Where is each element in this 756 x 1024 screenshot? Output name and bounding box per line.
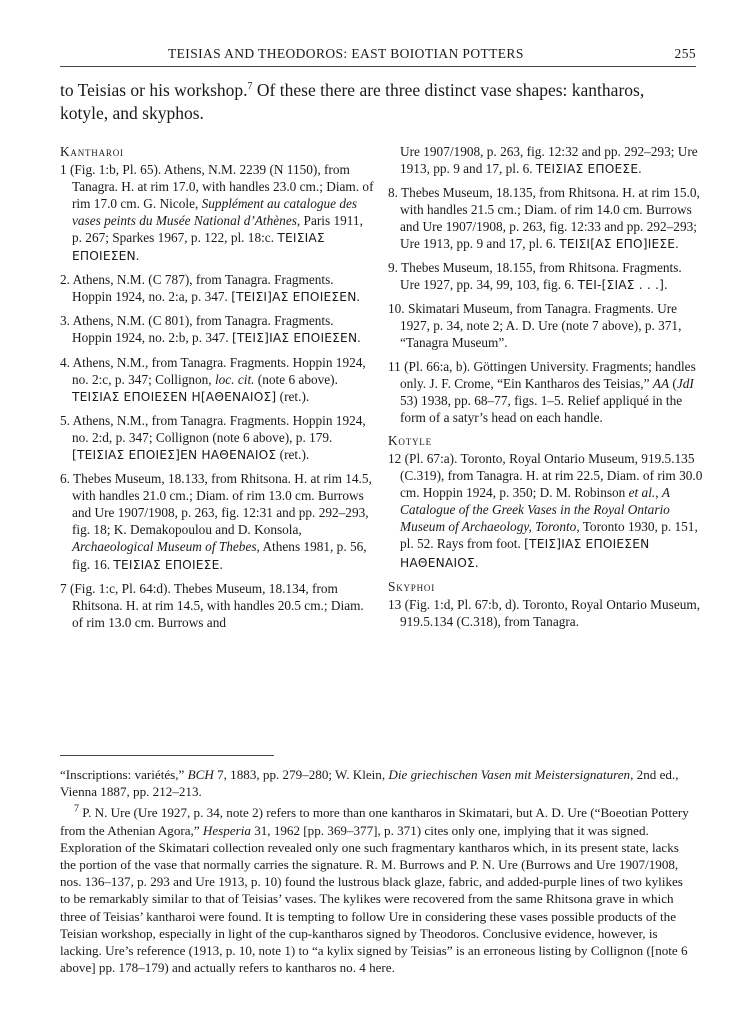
intro-text-2: Of these there are three distinct vase shapes: kantharos, kotyle, and skyphos. xyxy=(60,80,645,123)
entry-italic: AA xyxy=(652,375,670,391)
greek-inscription: ΤΕΙΣΙΑΣ ΕΠΟΙΕΣΕΝ xyxy=(72,230,325,264)
running-title: TEISIAS AND THEODOROS: EAST BOIOTIAN POTTERS xyxy=(168,46,524,61)
entry-text: 1 (Fig. 1:b, Pl. 65). Athens, N.M. 2239 (N 1150), from Tanagra. H. at rim 17.0, with handles 23.0 cm.; Diam. of rim 17.0 cm. G. Nicole, xyxy=(60,161,374,211)
page xyxy=(60,44,703,976)
catalogue-entry-3 xyxy=(60,312,376,347)
footnote-ref-7[interactable]: 7 xyxy=(247,81,253,93)
left-column xyxy=(60,143,376,637)
running-header xyxy=(60,44,696,67)
entry-text: 53) 1938, pp. 68–77, figs. 1–5. Relief appliqué in the form of a satyr’s head on each handle. xyxy=(400,392,683,425)
entry-text: 7 (Fig. 1:c, Pl. 64:d). Thebes Museum, 18.134, from Rhitsona. H. at rim 14.5, with handles 20.5 cm.; Diam. of rim 13.0 cm. Burrows and xyxy=(60,580,364,630)
footnote-text: 31, 1962 [pp. 369–377], p. 371) cites only one, implying that it was signed. Exploration of the Skimatari collection revealed only one such fragmentary kantharos which, in its present state, lacks the portion of the vase that normally carries the signature. R. M. Burrows and P. N. Ure (Burrows and Ure 1907/1908, nos. 136–137, p. 293 and Ure 1913, p. 10) found the lustrous black glaze, fabric, and added-purple lines of two kylikes to be remarkably similar to that of Teisias’ vases. The kylikes were recovered from the same Rhitsona grave in which three of Teisias’ kantharoi were found. It is tempting to follow Ure in considering these vases possible products of the Teisian workshop, especially in light of the cup-kantharos signed by Theodoros. Conclusive evidence, however, is lacking. Ure’s reference (1913, p. 10, note 1) to “a kylix signed by Teisias” is an erroneous listing by Collignon ([note 6 above] pp. 178–179) and actually refers to kantharos no. 4 here. xyxy=(60,822,688,976)
entry-text: . xyxy=(135,248,140,264)
greek-inscription: ΤΕΙ-[ΣΙΑΣ . . .] xyxy=(577,278,665,293)
catalogue-entry-1 xyxy=(60,161,376,266)
entry-text: ( xyxy=(669,375,677,391)
entry-text: . xyxy=(474,554,479,570)
greek-inscription: ΤΕΙΣΙ[ΑΣ ΕΠΟ]ΙΕΣΕ xyxy=(559,236,676,251)
entry-text: 4. Athens, N.M., from Tanagra. Fragments. Hoppin 1924, no. 2:c, p. 347; Collignon, xyxy=(60,354,366,387)
entry-text: 2. Athens, N.M. (C 787), from Tanagra. Fragments. Hoppin 1924, no. 2:a, p. 347. xyxy=(60,272,334,305)
catalogue-entry-13 xyxy=(388,596,704,630)
footnote-7 xyxy=(60,804,696,976)
catalogue-entry-12 xyxy=(388,450,704,572)
entry-italic: JdI xyxy=(676,375,694,391)
footnote-italic: Hesperia xyxy=(202,822,251,838)
catalogue-entry-7 xyxy=(60,580,376,631)
catalogue-entry-2 xyxy=(60,271,376,306)
footnote-italic: BCH xyxy=(187,767,214,782)
catalogue-entry-8 xyxy=(388,184,704,253)
footnote-text: 7, 1883, pp. 279–280; W. Klein, xyxy=(213,767,389,782)
catalogue-entry-9 xyxy=(388,259,704,294)
greek-inscription: ΤΕΙΣΙΑΣ ΕΠΟΙΕΣΕΝ Η[ΑΘΕΝΑΙΟΣ] xyxy=(72,389,277,404)
footnote-text: “Inscriptions: variétés,” xyxy=(60,767,188,782)
entry-text: . xyxy=(638,160,642,176)
catalogue-entry-5 xyxy=(60,412,376,464)
right-column xyxy=(388,143,704,636)
section-heading-kotyle: Kotyle xyxy=(388,432,432,448)
entry-italic: loc. cit. xyxy=(214,371,255,387)
entry-text: 6. Thebes Museum, 18.133, from Rhitsona. H. at rim 14.5, with handles 21.0 cm.; Diam. of rim 13.0 cm. Burrows and Ure 1907/1908, p. 263, fig. 12:31 and pp. 292–293, fig. 18; K. Demakopoulou and D. Konsola, xyxy=(60,471,372,538)
entry-italic: Archaeological Museum of Thebes xyxy=(72,539,257,555)
page-number: 255 xyxy=(674,46,696,61)
catalogue-entry-11 xyxy=(388,358,704,426)
entry-text: 3. Athens, N.M. (C 801), from Tanagra. Fragments. Hoppin 1924, no. 2:b, p. 347. xyxy=(60,313,334,346)
entry-text: , Paris 1911, p. 267; Sparkes 1967, p. 122, pl. 18:c. xyxy=(72,212,363,245)
entry-text: (ret.). xyxy=(276,447,310,462)
catalogue-entry-4 xyxy=(60,354,376,406)
entry-text: 10. Skimatari Museum, from Tanagra. Fragments. Ure 1927, p. 34, note 2; A. D. Ure (note 7 above), p. 371, “Tanagra Museum”. xyxy=(388,301,682,351)
entry-italic: Supplément au catalogue des vases peints du Musée National d’Athènes xyxy=(72,195,358,228)
footnote-divider xyxy=(60,755,274,756)
entry-text: , Toronto 1930, p. 151, pl. 52. Rays from foot. xyxy=(400,519,698,552)
section-heading-kantharoi: Kantharoi xyxy=(60,143,124,159)
entry-italic: et al. xyxy=(628,485,656,501)
entry-text: . xyxy=(356,289,360,305)
greek-inscription: [ΤΕΙΣ]ΙΑΣ ΕΠΟΙΕΣΕΝ ΗΑΘΕΝΑΙΟΣ xyxy=(400,537,650,570)
catalogue-columns xyxy=(60,143,703,741)
greek-inscription: ΤΕΙΣΙΑΣ ΕΠΟΕΣΕ xyxy=(535,161,639,176)
catalogue-entry-6 xyxy=(60,470,376,574)
catalogue-entry-7-continued xyxy=(388,143,704,178)
footnote-number-7: 7 xyxy=(74,804,79,816)
section-heading-skyphoi: Skyphoi xyxy=(388,578,435,594)
catalogue-entry-10 xyxy=(388,300,704,351)
footnotes xyxy=(60,766,696,980)
entry-text: 12 (Pl. 67:a). Toronto, Royal Ontario Museum, 919.5.135 (C.319), from Tanagra. H. at rim 22.5, Diam. of rim 30.0 cm. Hoppin 1924, p. 350; D. M. Robinson xyxy=(388,451,703,501)
greek-inscription: [ΤΕΙΣΙ]ΑΣ ΕΠΟΙΕΣΕΝ xyxy=(231,290,357,305)
entry-text: 11 (Pl. 66:a, b). Göttingen University. Fragments; handles only. J. F. Crome, “Ein Kantharos des Teisias,” xyxy=(388,358,696,391)
entry-text: . xyxy=(357,330,361,346)
intro-text: to Teisias or his workshop. xyxy=(60,80,248,100)
entry-text: , Athens 1981, p. 56, fig. 16. xyxy=(72,539,367,572)
entry-text: 8. Thebes Museum, 18.135, from Rhitsona. H. at rim 15.0, with handles 21.5 cm.; Diam. of rim 14.0 cm. Burrows and Ure 1907/1908, p. 263, fig. 12:33 and pp. 292–293; Ure 1913, pp. 9 and 17, pl. 6. xyxy=(388,184,700,251)
entry-text: (ret.). xyxy=(276,388,310,404)
footnote-continuation xyxy=(60,766,696,800)
footnote-text: P. N. Ure (Ure 1927, p. 34, note 2) refers to more than one kantharos in Skimatari, but A. D. Ure (“Boeotian Pottery from the Athenian Agora,” xyxy=(60,805,689,838)
entry-text: . xyxy=(219,556,223,572)
entry-text: 5. Athens, N.M., from Tanagra. Fragments. Hoppin 1924, no. 2:d, p. 347; Collignon (note 6 above), p. 179. xyxy=(60,412,366,445)
entry-italic: A Catalogue of the Greek Vases in the Royal Ontario Museum of Archaeology, Toronto xyxy=(400,485,670,535)
greek-inscription: ΤΕΙΣΙΑΣ ΕΠΟΙΕΣΕ xyxy=(113,557,220,572)
entry-text: 13 (Fig. 1:d, Pl. 67:b, d). Toronto, Royal Ontario Museum, 919.5.134 (C.318), from Tanagra. xyxy=(388,596,701,629)
entry-text: (note 6 above). xyxy=(254,371,338,387)
entry-text: . xyxy=(664,277,668,293)
greek-inscription: [ΤΕΙΣΙΑΣ ΕΠΟΙΕΣ]ΕΝ ΗΑΘΕΝΑΙΟΣ xyxy=(72,448,277,462)
entry-text: 9. Thebes Museum, 18.155, from Rhitsona. Fragments. Ure 1927, pp. 34, 99, 103, fig. 6. xyxy=(388,260,682,293)
entry-text: Ure 1907/1908, p. 263, fig. 12:32 and pp. 292–293; Ure 1913, pp. 9 and 17, pl. 6. xyxy=(400,143,698,176)
intro-paragraph xyxy=(60,79,696,125)
entry-text: . xyxy=(675,235,679,251)
footnote-italic: Die griechischen Vasen mit Meistersignaturen xyxy=(388,767,631,782)
entry-text: , xyxy=(655,485,662,501)
footnote-text: , 2nd ed., Vienna 1887, pp. 212–213. xyxy=(60,767,679,800)
greek-inscription: [ΤΕΙΣ]ΙΑΣ ΕΠΟΙΕΣΕΝ xyxy=(231,331,358,346)
